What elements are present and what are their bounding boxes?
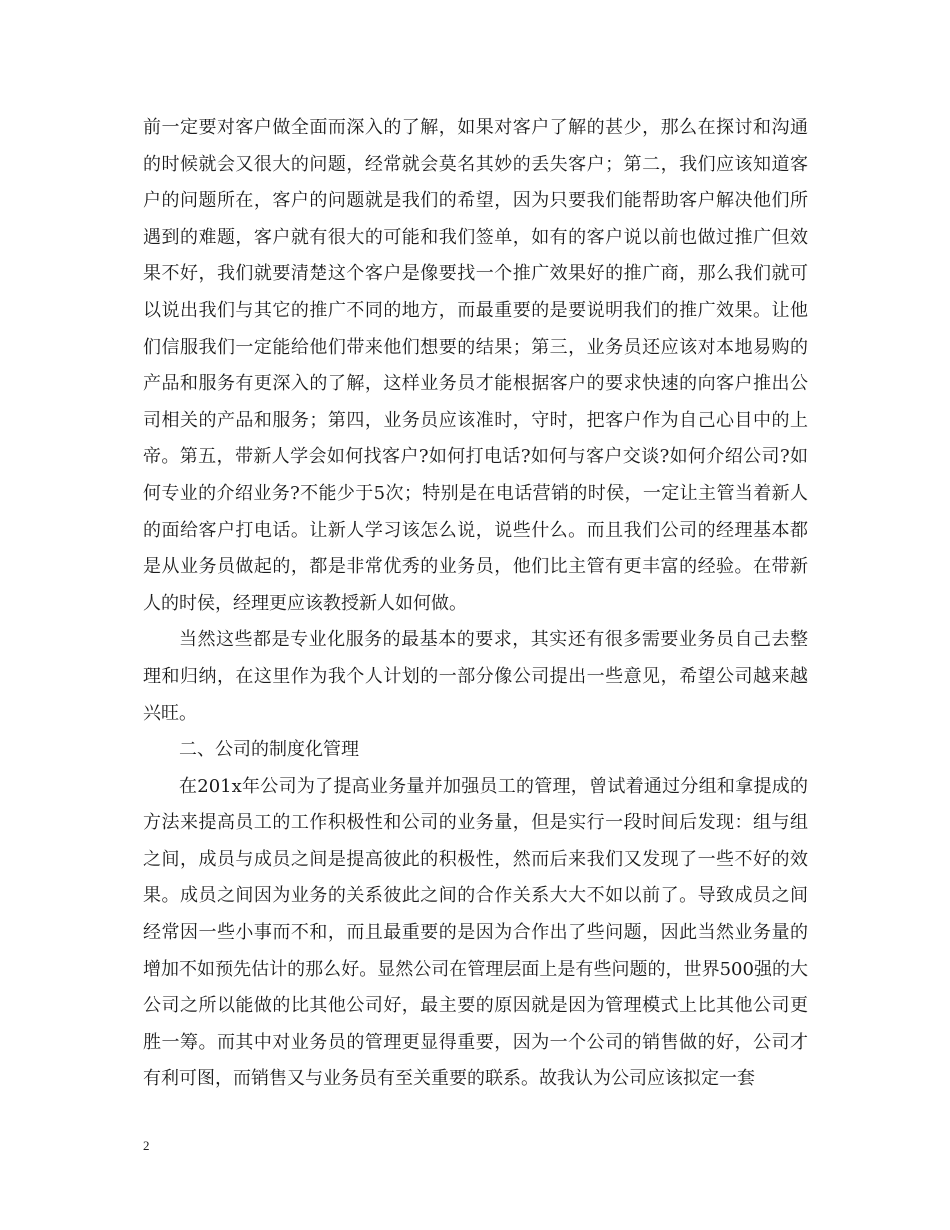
page-number: 2 (143, 1138, 150, 1153)
paragraph-3: 在201x年公司为了提高业务量并加强员工的管理，曾试着通过分组和拿提成的方法来提高员工的工作积极性和公司的业务量，但是实行一段时间后发现：组与组之间，成员与成员之间是提高彼此的积极性，然而后来我们又发现了一些不好的效果。成员之间因为业务的关系彼此之间的合作关系大大不如以前了。导致成员之间经常因一些小事而不和，而且最重要的是因为合作出了些问题，因此当然业务量的增加不如预先估计的那么好。显然公司在管理层面上是有些问题的，世界500强的大公司之所以能做的比其他公司好，最主要的原因就是因为管理模式上比其他公司更胜一筹。而其中对业务员的管理更显得重要，因为一个公司的销售做的好，公司才有利可图，而销售又与业务员有至关重要的联系。故我认为公司应该拟定一套 (143, 775, 808, 1090)
paragraph-2: 当然这些都是专业化服务的最基本的要求，其实还有很多需要业务员自己去整理和归纳，在这里作为我个人计划的一部分像公司提出一些意见，希望公司越来越兴旺。 (143, 629, 808, 724)
paragraph-1: 前一定要对客户做全面而深入的了解，如果对客户了解的甚少，那么在探讨和沟通的时候就会又很大的问题，经常就会莫名其妙的丢失客户；第二，我们应该知道客户的问题所在，客户的问题就是我们的希望，因为只要我们能帮助客户解决他们所遇到的难题，客户就有很大的可能和我们签单，如有的客户说以前也做过推广但效果不好，我们就要清楚这个客户是像要找一个推广效果好的推广商，那么我们就可以说出我们与其它的推广不同的地方，而最重要的是要说明我们的推广效果。让他们信服我们一定能给他们带来他们想要的结果；第三，业务员还应该对本地易购的产品和服务有更深入的了解，这样业务员才能根据客户的要求快速的向客户推出公司相关的产品和服务；第四，业务员应该准时，守时，把客户作为自己心目中的上帝。第五，带新人学会如何找客户?如何打电话?如何与客户交谈?如何介绍公司?如何专业的介绍业务?不能少于5次；特别是在电话营销的时侯，一定让主管当着新人的面给客户打电话。让新人学习该怎么说，说些什么。而且我们公司的经理基本都是从业务员做起的，都是非常优秀的业务员，他们比主管有更丰富的经验。在带新人的时侯，经理更应该教授新人如何做。 (143, 117, 808, 614)
section-heading: 二、公司的制度化管理 (179, 739, 359, 761)
document-body (143, 110, 808, 1098)
